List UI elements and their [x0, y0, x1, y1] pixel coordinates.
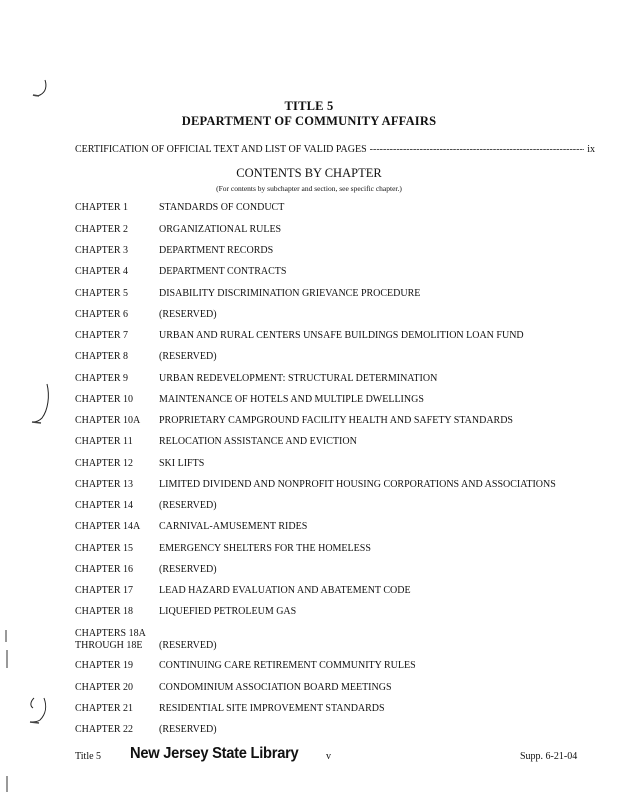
hole-punch-mark-icon	[4, 776, 10, 796]
chapter-number: CHAPTER 7	[75, 330, 129, 341]
chapter-title: (RESERVED)	[159, 640, 217, 651]
chapter-title: URBAN REDEVELOPMENT: STRUCTURAL DETERMINATION	[159, 373, 438, 384]
chapter-number: CHAPTER 8	[75, 351, 129, 362]
chapter-title: (RESERVED)	[159, 309, 217, 320]
chapter-number: CHAPTER 11	[75, 436, 133, 447]
chapter-title: (RESERVED)	[159, 564, 217, 575]
chapter-number: CHAPTER 14A	[75, 521, 141, 532]
chapter-title: (RESERVED)	[159, 351, 217, 362]
chapter-number: CHAPTER 17	[75, 585, 134, 596]
chapter-title: (RESERVED)	[159, 724, 217, 735]
chapter-title: MAINTENANCE OF HOTELS AND MULTIPLE DWELLINGS	[159, 394, 424, 405]
chapter-title: LIMITED DIVIDEND AND NONPROFIT HOUSING CORPORATIONS AND ASSOCIATIONS	[159, 479, 556, 490]
chapter-number: CHAPTER 21	[75, 703, 134, 714]
chapter-number: CHAPTER 14	[75, 500, 134, 511]
library-stamp: New Jersey State Library	[130, 745, 299, 762]
supplement-date: Supp. 6-21-04	[520, 751, 578, 762]
chapter-title: DEPARTMENT CONTRACTS	[159, 266, 287, 277]
chapter-title: CARNIVAL-AMUSEMENT RIDES	[159, 521, 308, 532]
chapter-title: PROPRIETARY CAMPGROUND FACILITY HEALTH AND SAFETY STANDARDS	[159, 415, 513, 426]
chapter-number: CHAPTER 19	[75, 660, 134, 671]
chapter-title: EMERGENCY SHELTERS FOR THE HOMELESS	[159, 543, 371, 554]
page-footer	[0, 745, 618, 769]
chapter-title: ORGANIZATIONAL RULES	[159, 224, 282, 235]
footer-title: Title 5	[75, 751, 102, 762]
chapter-title: RELOCATION ASSISTANCE AND EVICTION	[159, 436, 357, 447]
chapter-number: CHAPTER 13	[75, 479, 134, 490]
chapter-number: CHAPTER 3	[75, 245, 129, 256]
chapter-number: CHAPTER 2	[75, 224, 129, 235]
chapter-title: (RESERVED)	[159, 500, 217, 511]
chapter-number: CHAPTER 16	[75, 564, 134, 575]
contents-note: (For contents by subchapter and section, see specific chapter.)	[216, 184, 402, 193]
chapter-title: CONTINUING CARE RETIREMENT COMMUNITY RULES	[159, 660, 416, 671]
chapter-title: STANDARDS OF CONDUCT	[159, 202, 285, 213]
contents-heading: CONTENTS BY CHAPTER	[236, 166, 382, 180]
chapter-title: RESIDENTIAL SITE IMPROVEMENT STANDARDS	[159, 703, 385, 714]
chapter-number: CHAPTER 4	[75, 266, 129, 277]
chapter-number: CHAPTER 1	[75, 202, 129, 213]
chapter-number: CHAPTER 10	[75, 394, 134, 405]
chapter-number: CHAPTERS 18A	[75, 628, 146, 639]
chapter-title: LIQUEFIED PETROLEUM GAS	[159, 606, 297, 617]
chapter-number: CHAPTER 20	[75, 682, 134, 693]
chapter-title: URBAN AND RURAL CENTERS UNSAFE BUILDINGS DEMOLITION LOAN FUND	[159, 330, 524, 341]
page-number: v	[326, 751, 331, 762]
certification-page: ix	[587, 144, 595, 155]
chapter-title: DEPARTMENT RECORDS	[159, 245, 274, 256]
chapter-number: CHAPTER 10A	[75, 415, 141, 426]
chapter-title: LEAD HAZARD EVALUATION AND ABATEMENT CODE	[159, 585, 411, 596]
chapter-number: CHAPTER 5	[75, 288, 129, 299]
chapter-title: SKI LIFTS	[159, 458, 205, 469]
chapter-number: CHAPTER 15	[75, 543, 134, 554]
chapter-title: DISABILITY DISCRIMINATION GRIEVANCE PROCEDURE	[159, 288, 421, 299]
chapter-title: CONDOMINIUM ASSOCIATION BOARD MEETINGS	[159, 682, 392, 693]
chapter-number-continued: THROUGH 18E	[75, 640, 143, 651]
department-title: DEPARTMENT OF COMMUNITY AFFAIRS	[181, 114, 437, 128]
chapter-number: CHAPTER 12	[75, 458, 134, 469]
title-number: TITLE 5	[284, 99, 334, 113]
chapter-number: CHAPTER 22	[75, 724, 134, 735]
chapter-number: CHAPTER 9	[75, 373, 129, 384]
certification-text: CERTIFICATION OF OFFICIAL TEXT AND LIST OF VALID PAGES	[75, 144, 367, 155]
chapter-number: CHAPTER 6	[75, 309, 129, 320]
chapter-number: CHAPTER 18	[75, 606, 134, 617]
